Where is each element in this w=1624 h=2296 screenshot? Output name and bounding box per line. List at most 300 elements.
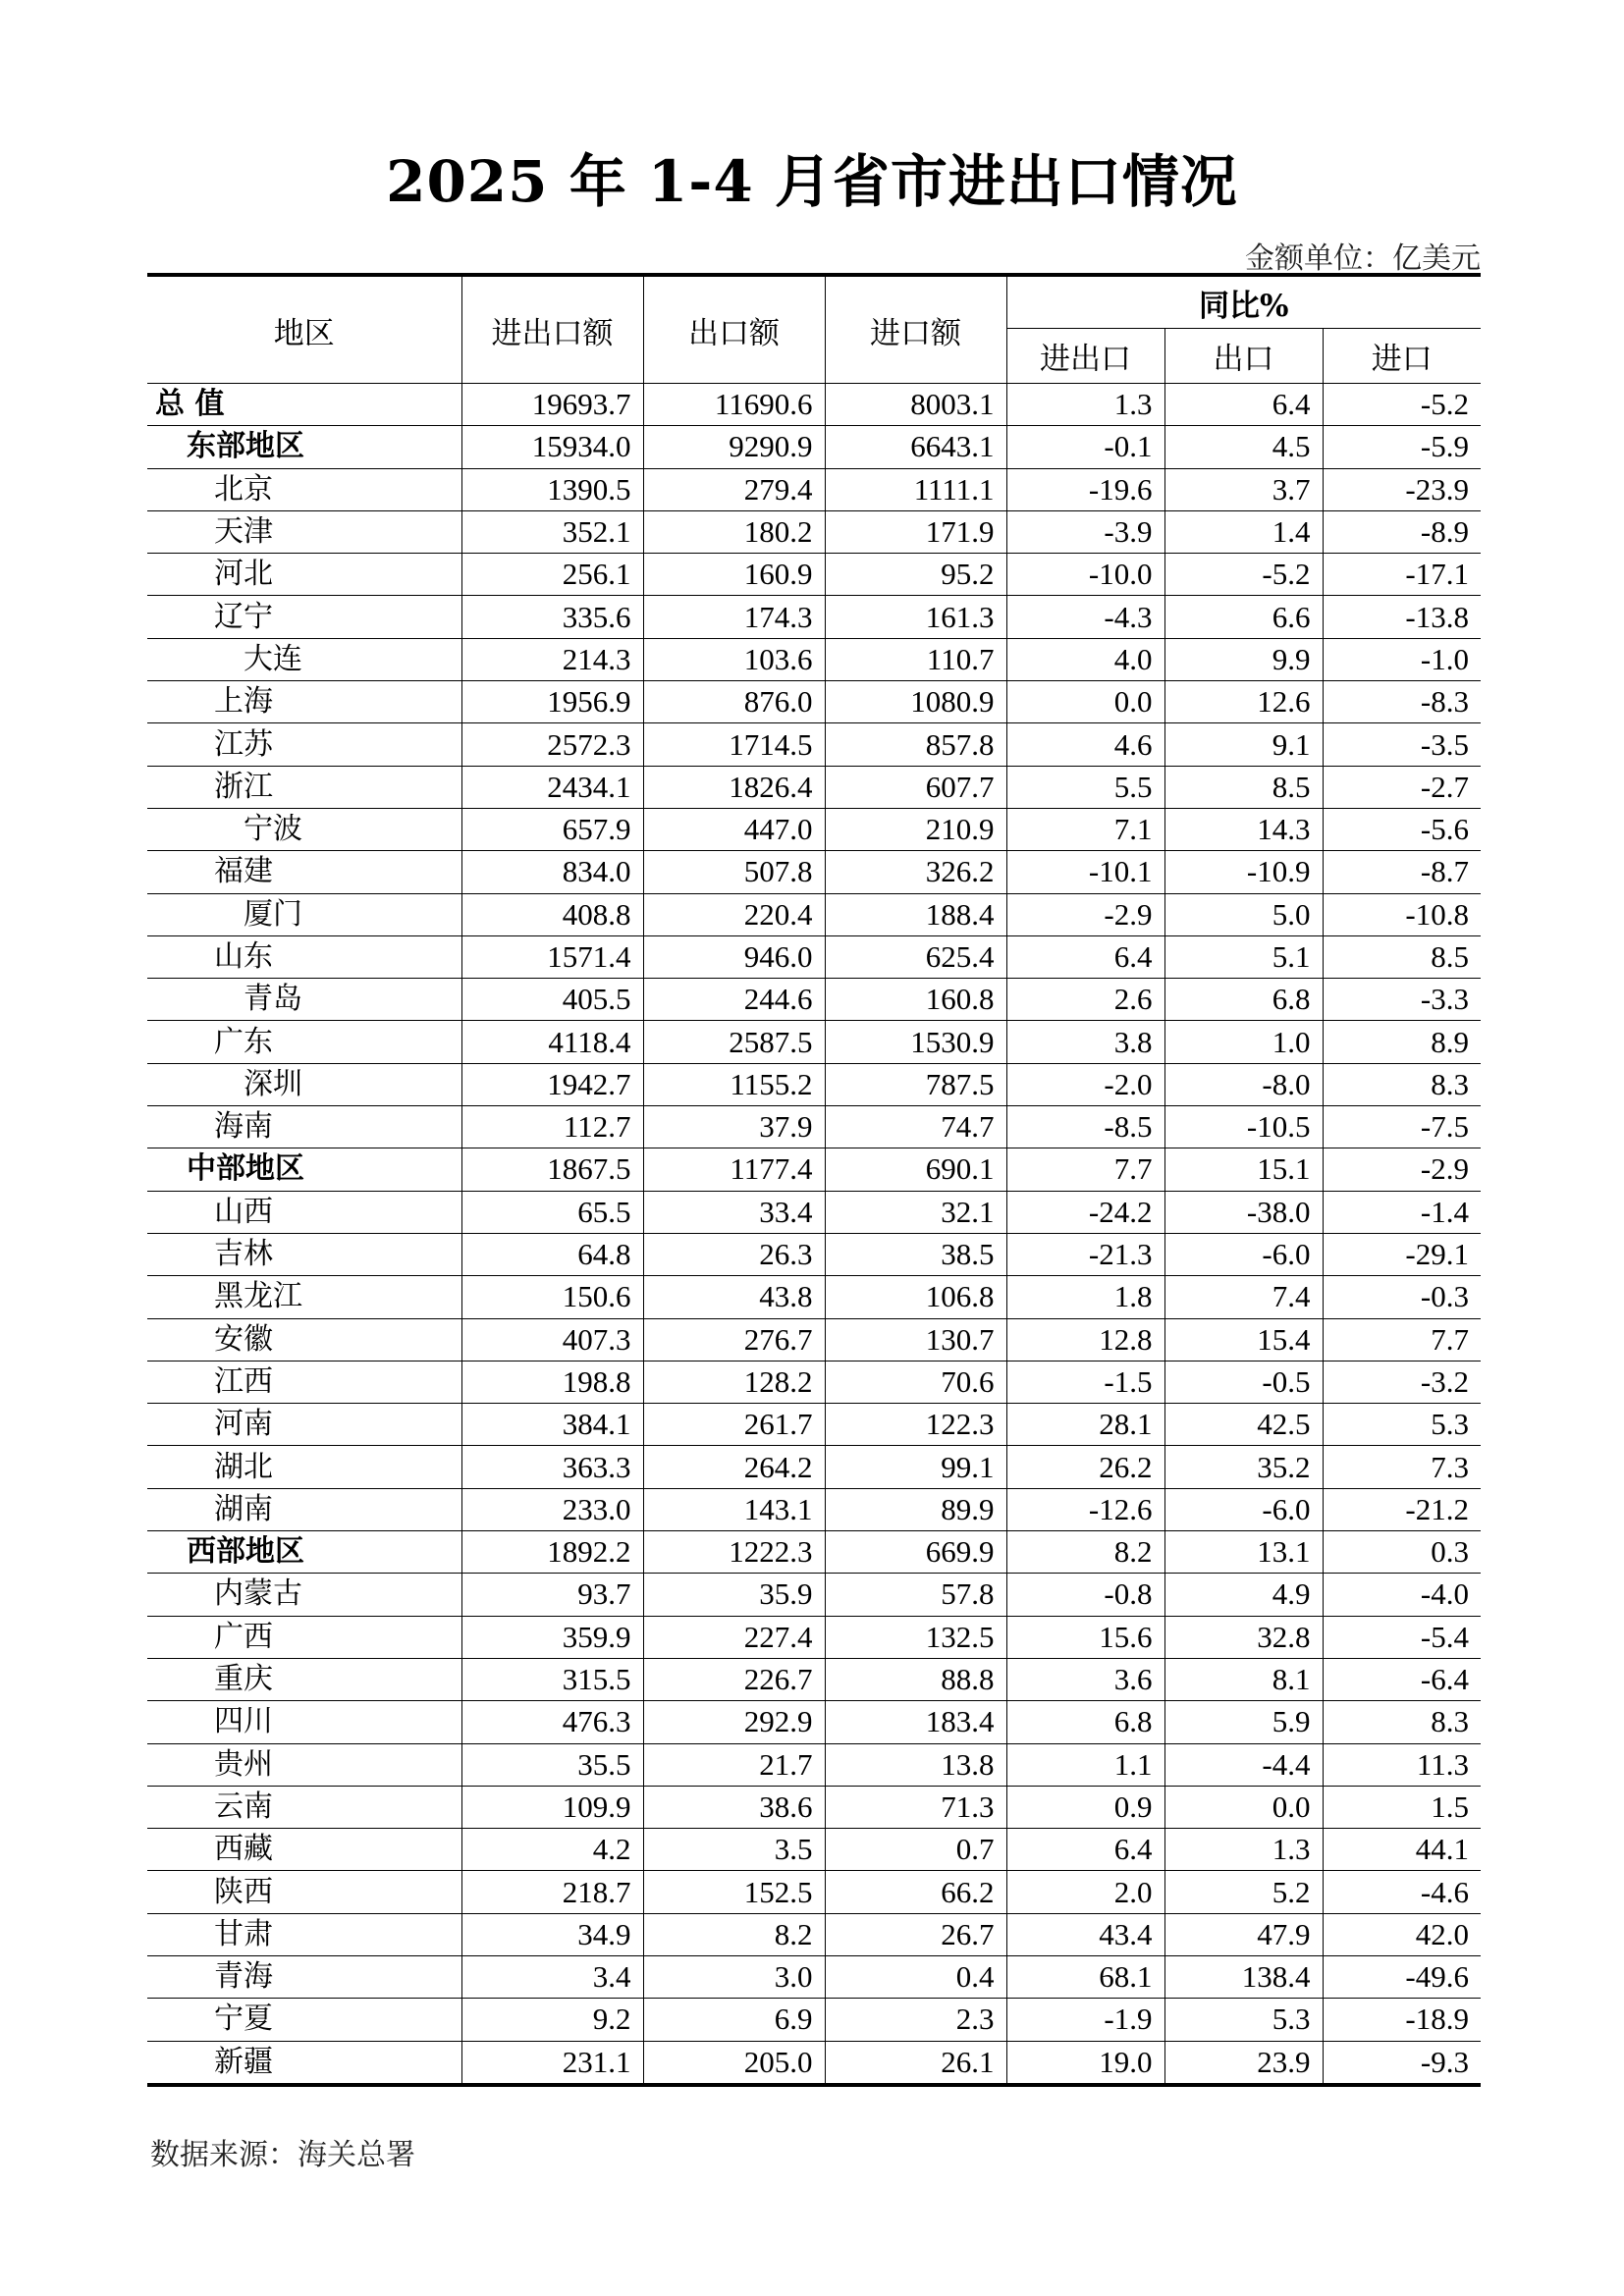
cell-import: 66.2: [825, 1871, 1006, 1913]
cell-yoy-total: 6.4: [1006, 1829, 1164, 1871]
table-row: [147, 1871, 1481, 1913]
table-row: [147, 979, 1481, 1021]
table-row: [147, 766, 1481, 808]
cell-export: 3.0: [643, 1955, 825, 1998]
cell-total: 335.6: [461, 596, 643, 638]
cell-export: 1826.4: [643, 766, 825, 808]
cell-import: 690.1: [825, 1148, 1006, 1191]
cell-total: 384.1: [461, 1404, 643, 1446]
cell-yoy-import: -3.3: [1323, 979, 1481, 1021]
cell-yoy-export: 13.1: [1164, 1531, 1323, 1574]
cell-yoy-export: 14.3: [1164, 808, 1323, 850]
table-row: [147, 1658, 1481, 1700]
table-row: [147, 1999, 1481, 2041]
cell-export: 276.7: [643, 1318, 825, 1361]
cell-yoy-export: 138.4: [1164, 1955, 1323, 1998]
region-name: 海南: [147, 1106, 461, 1148]
region-name: 广西: [147, 1616, 461, 1658]
cell-yoy-total: 3.6: [1006, 1658, 1164, 1700]
cell-yoy-export: 23.9: [1164, 2041, 1323, 2085]
cell-yoy-import: 7.3: [1323, 1446, 1481, 1488]
cell-yoy-import: 7.7: [1323, 1318, 1481, 1361]
cell-yoy-total: 7.7: [1006, 1148, 1164, 1191]
cell-import: 106.8: [825, 1276, 1006, 1318]
source-note: 数据来源：海关总署: [150, 2138, 415, 2172]
cell-export: 9290.9: [643, 426, 825, 468]
cell-total: 1571.4: [461, 935, 643, 978]
cell-export: 38.6: [643, 1786, 825, 1828]
region-name: 江苏: [147, 723, 461, 766]
table-row: [147, 1021, 1481, 1063]
region-name: 河北: [147, 554, 461, 596]
cell-import: 326.2: [825, 851, 1006, 893]
cell-yoy-import: 8.5: [1323, 935, 1481, 978]
cell-yoy-total: -1.5: [1006, 1361, 1164, 1403]
cell-total: 256.1: [461, 554, 643, 596]
cell-yoy-export: 35.2: [1164, 1446, 1323, 1488]
cell-import: 8003.1: [825, 384, 1006, 426]
cell-yoy-total: 19.0: [1006, 2041, 1164, 2085]
header-yoy-import: 进口: [1323, 329, 1481, 384]
cell-total: 65.5: [461, 1191, 643, 1233]
cell-import: 183.4: [825, 1701, 1006, 1743]
cell-yoy-export: 6.6: [1164, 596, 1323, 638]
cell-total: 359.9: [461, 1616, 643, 1658]
cell-yoy-import: 11.3: [1323, 1743, 1481, 1786]
cell-yoy-import: -5.4: [1323, 1616, 1481, 1658]
cell-yoy-export: -8.0: [1164, 1063, 1323, 1105]
cell-yoy-export: -6.0: [1164, 1233, 1323, 1275]
cell-export: 6.9: [643, 1999, 825, 2041]
cell-import: 88.8: [825, 1658, 1006, 1700]
region-name: 重庆: [147, 1658, 461, 1700]
region-name: 宁波: [147, 808, 461, 850]
cell-total: 231.1: [461, 2041, 643, 2085]
cell-import: 95.2: [825, 554, 1006, 596]
table-row: [147, 2041, 1481, 2085]
cell-import: 625.4: [825, 935, 1006, 978]
cell-export: 244.6: [643, 979, 825, 1021]
cell-export: 227.4: [643, 1616, 825, 1658]
table-body: [147, 384, 1481, 2085]
region-name: 宁夏: [147, 1999, 461, 2041]
table-row: [147, 1276, 1481, 1318]
cell-yoy-import: -13.8: [1323, 596, 1481, 638]
cell-yoy-import: -4.6: [1323, 1871, 1481, 1913]
cell-total: 407.3: [461, 1318, 643, 1361]
region-name: 总 值: [147, 384, 461, 426]
region-name: 贵州: [147, 1743, 461, 1786]
cell-import: 2.3: [825, 1999, 1006, 2041]
cell-export: 1155.2: [643, 1063, 825, 1105]
cell-import: 787.5: [825, 1063, 1006, 1105]
cell-yoy-total: -0.8: [1006, 1574, 1164, 1616]
cell-yoy-import: 0.3: [1323, 1531, 1481, 1574]
region-name: 新疆: [147, 2041, 461, 2085]
cell-total: 834.0: [461, 851, 643, 893]
cell-yoy-import: -8.9: [1323, 510, 1481, 553]
region-name: 浙江: [147, 766, 461, 808]
cell-yoy-total: 3.8: [1006, 1021, 1164, 1063]
table-row: [147, 808, 1481, 850]
cell-export: 226.7: [643, 1658, 825, 1700]
cell-yoy-total: 1.8: [1006, 1276, 1164, 1318]
table-row: [147, 510, 1481, 553]
table-row: [147, 1148, 1481, 1191]
cell-total: 2572.3: [461, 723, 643, 766]
unit-note: 金额单位：亿美元: [1245, 241, 1481, 276]
cell-yoy-export: 3.7: [1164, 468, 1323, 510]
cell-yoy-total: -1.9: [1006, 1999, 1164, 2041]
cell-yoy-export: 0.0: [1164, 1786, 1323, 1828]
table-row: [147, 1574, 1481, 1616]
cell-yoy-export: -5.2: [1164, 554, 1323, 596]
cell-import: 1111.1: [825, 468, 1006, 510]
cell-yoy-import: -2.7: [1323, 766, 1481, 808]
table-row: [147, 426, 1481, 468]
table-row: [147, 681, 1481, 723]
cell-yoy-total: 8.2: [1006, 1531, 1164, 1574]
cell-yoy-total: -10.0: [1006, 554, 1164, 596]
cell-yoy-total: -3.9: [1006, 510, 1164, 553]
region-name: 甘肃: [147, 1913, 461, 1955]
cell-import: 0.7: [825, 1829, 1006, 1871]
table-row: [147, 1318, 1481, 1361]
region-name: 四川: [147, 1701, 461, 1743]
cell-total: 363.3: [461, 1446, 643, 1488]
cell-export: 26.3: [643, 1233, 825, 1275]
region-name: 云南: [147, 1786, 461, 1828]
cell-yoy-total: 2.6: [1006, 979, 1164, 1021]
cell-yoy-total: -10.1: [1006, 851, 1164, 893]
cell-import: 1530.9: [825, 1021, 1006, 1063]
header-yoy-group: 同比%: [1006, 275, 1481, 329]
cell-export: 1714.5: [643, 723, 825, 766]
cell-yoy-import: 8.3: [1323, 1701, 1481, 1743]
cell-export: 261.7: [643, 1404, 825, 1446]
table-row: [147, 1743, 1481, 1786]
cell-import: 171.9: [825, 510, 1006, 553]
cell-yoy-import: 8.9: [1323, 1021, 1481, 1063]
region-name: 青海: [147, 1955, 461, 1998]
cell-total: 35.5: [461, 1743, 643, 1786]
cell-total: 4118.4: [461, 1021, 643, 1063]
cell-yoy-import: -5.2: [1323, 384, 1481, 426]
header-import: 进口额: [825, 275, 1006, 384]
cell-import: 57.8: [825, 1574, 1006, 1616]
cell-total: 657.9: [461, 808, 643, 850]
cell-export: 35.9: [643, 1574, 825, 1616]
cell-total: 352.1: [461, 510, 643, 553]
cell-export: 21.7: [643, 1743, 825, 1786]
cell-import: 26.1: [825, 2041, 1006, 2085]
cell-yoy-export: 8.1: [1164, 1658, 1323, 1700]
table-row: [147, 935, 1481, 978]
region-name: 天津: [147, 510, 461, 553]
cell-yoy-export: 6.8: [1164, 979, 1323, 1021]
cell-export: 264.2: [643, 1446, 825, 1488]
header-yoy-export: 出口: [1164, 329, 1323, 384]
cell-yoy-total: -4.3: [1006, 596, 1164, 638]
region-name: 福建: [147, 851, 461, 893]
cell-total: 112.7: [461, 1106, 643, 1148]
cell-import: 607.7: [825, 766, 1006, 808]
region-name: 黑龙江: [147, 1276, 461, 1318]
cell-yoy-import: -0.3: [1323, 1276, 1481, 1318]
cell-yoy-export: -6.0: [1164, 1488, 1323, 1530]
region-name: 厦门: [147, 893, 461, 935]
cell-total: 9.2: [461, 1999, 643, 2041]
region-name: 湖北: [147, 1446, 461, 1488]
table-row: [147, 1488, 1481, 1530]
cell-total: 2434.1: [461, 766, 643, 808]
table-row: [147, 723, 1481, 766]
region-name: 江西: [147, 1361, 461, 1403]
cell-import: 669.9: [825, 1531, 1006, 1574]
cell-yoy-export: -38.0: [1164, 1191, 1323, 1233]
cell-yoy-total: -21.3: [1006, 1233, 1164, 1275]
table-row: [147, 851, 1481, 893]
cell-yoy-export: 15.4: [1164, 1318, 1323, 1361]
cell-export: 152.5: [643, 1871, 825, 1913]
region-name: 湖南: [147, 1488, 461, 1530]
cell-yoy-import: -10.8: [1323, 893, 1481, 935]
table-row: [147, 1063, 1481, 1105]
cell-yoy-total: -2.0: [1006, 1063, 1164, 1105]
cell-yoy-import: -23.9: [1323, 468, 1481, 510]
cell-yoy-export: 5.9: [1164, 1701, 1323, 1743]
cell-export: 2587.5: [643, 1021, 825, 1063]
table-row: [147, 1191, 1481, 1233]
header-region: 地区: [147, 275, 461, 384]
region-name: 中部地区: [147, 1148, 461, 1191]
cell-import: 857.8: [825, 723, 1006, 766]
table-row: [147, 1913, 1481, 1955]
cell-yoy-total: 6.8: [1006, 1701, 1164, 1743]
cell-import: 110.7: [825, 638, 1006, 680]
cell-export: 876.0: [643, 681, 825, 723]
cell-yoy-total: 26.2: [1006, 1446, 1164, 1488]
cell-yoy-export: 5.3: [1164, 1999, 1323, 2041]
cell-import: 1080.9: [825, 681, 1006, 723]
cell-yoy-import: -4.0: [1323, 1574, 1481, 1616]
cell-total: 150.6: [461, 1276, 643, 1318]
cell-yoy-total: 1.1: [1006, 1743, 1164, 1786]
cell-export: 447.0: [643, 808, 825, 850]
cell-import: 74.7: [825, 1106, 1006, 1148]
table-row: [147, 1616, 1481, 1658]
cell-yoy-export: 12.6: [1164, 681, 1323, 723]
cell-yoy-import: -1.0: [1323, 638, 1481, 680]
cell-total: 1390.5: [461, 468, 643, 510]
cell-import: 99.1: [825, 1446, 1006, 1488]
region-name: 北京: [147, 468, 461, 510]
table-row: [147, 1361, 1481, 1403]
region-name: 辽宁: [147, 596, 461, 638]
table-row: [147, 1701, 1481, 1743]
cell-yoy-total: -24.2: [1006, 1191, 1164, 1233]
region-name: 安徽: [147, 1318, 461, 1361]
cell-total: 476.3: [461, 1701, 643, 1743]
cell-export: 180.2: [643, 510, 825, 553]
region-name: 上海: [147, 681, 461, 723]
cell-yoy-export: 32.8: [1164, 1616, 1323, 1658]
region-name: 吉林: [147, 1233, 461, 1275]
cell-yoy-export: 47.9: [1164, 1913, 1323, 1955]
cell-yoy-export: 5.1: [1164, 935, 1323, 978]
cell-yoy-export: 15.1: [1164, 1148, 1323, 1191]
table-row: [147, 893, 1481, 935]
cell-yoy-import: 42.0: [1323, 1913, 1481, 1955]
cell-total: 1942.7: [461, 1063, 643, 1105]
table-row: [147, 1786, 1481, 1828]
table-row: [147, 384, 1481, 426]
table-row: [147, 1106, 1481, 1148]
cell-export: 37.9: [643, 1106, 825, 1148]
cell-total: 19693.7: [461, 384, 643, 426]
region-name: 山西: [147, 1191, 461, 1233]
cell-import: 6643.1: [825, 426, 1006, 468]
cell-yoy-export: 1.3: [1164, 1829, 1323, 1871]
cell-import: 32.1: [825, 1191, 1006, 1233]
cell-yoy-export: 1.4: [1164, 510, 1323, 553]
cell-total: 198.8: [461, 1361, 643, 1403]
table-row: [147, 1829, 1481, 1871]
region-name: 河南: [147, 1404, 461, 1446]
cell-yoy-export: -4.4: [1164, 1743, 1323, 1786]
cell-yoy-total: -19.6: [1006, 468, 1164, 510]
header-total: 进出口额: [461, 275, 643, 384]
cell-yoy-export: 9.9: [1164, 638, 1323, 680]
cell-yoy-export: 7.4: [1164, 1276, 1323, 1318]
cell-yoy-import: -5.6: [1323, 808, 1481, 850]
region-name: 深圳: [147, 1063, 461, 1105]
cell-total: 3.4: [461, 1955, 643, 1998]
cell-yoy-export: -10.9: [1164, 851, 1323, 893]
cell-export: 143.1: [643, 1488, 825, 1530]
cell-import: 89.9: [825, 1488, 1006, 1530]
cell-yoy-import: 8.3: [1323, 1063, 1481, 1105]
cell-export: 8.2: [643, 1913, 825, 1955]
cell-export: 946.0: [643, 935, 825, 978]
cell-import: 38.5: [825, 1233, 1006, 1275]
cell-total: 315.5: [461, 1658, 643, 1700]
cell-total: 1867.5: [461, 1148, 643, 1191]
cell-yoy-export: 9.1: [1164, 723, 1323, 766]
cell-yoy-total: 0.9: [1006, 1786, 1164, 1828]
cell-yoy-total: 28.1: [1006, 1404, 1164, 1446]
cell-import: 71.3: [825, 1786, 1006, 1828]
table-row: [147, 1531, 1481, 1574]
cell-total: 34.9: [461, 1913, 643, 1955]
cell-import: 130.7: [825, 1318, 1006, 1361]
cell-export: 128.2: [643, 1361, 825, 1403]
cell-total: 1956.9: [461, 681, 643, 723]
cell-export: 160.9: [643, 554, 825, 596]
cell-yoy-import: -5.9: [1323, 426, 1481, 468]
cell-import: 161.3: [825, 596, 1006, 638]
cell-yoy-total: 0.0: [1006, 681, 1164, 723]
table-row: [147, 638, 1481, 680]
cell-yoy-total: 5.5: [1006, 766, 1164, 808]
table-row: [147, 1233, 1481, 1275]
table-row: [147, 596, 1481, 638]
cell-import: 188.4: [825, 893, 1006, 935]
cell-yoy-total: 4.0: [1006, 638, 1164, 680]
cell-export: 507.8: [643, 851, 825, 893]
cell-yoy-export: 5.2: [1164, 1871, 1323, 1913]
page-title: 2025 年 1-4 月省市进出口情况: [386, 148, 1238, 215]
cell-yoy-total: 68.1: [1006, 1955, 1164, 1998]
cell-yoy-export: 6.4: [1164, 384, 1323, 426]
cell-yoy-total: 43.4: [1006, 1913, 1164, 1955]
cell-yoy-export: -10.5: [1164, 1106, 1323, 1148]
cell-total: 93.7: [461, 1574, 643, 1616]
cell-yoy-import: 1.5: [1323, 1786, 1481, 1828]
cell-yoy-import: -8.7: [1323, 851, 1481, 893]
cell-yoy-total: -0.1: [1006, 426, 1164, 468]
cell-export: 205.0: [643, 2041, 825, 2085]
cell-total: 4.2: [461, 1829, 643, 1871]
table-row: [147, 1404, 1481, 1446]
cell-yoy-import: -8.3: [1323, 681, 1481, 723]
cell-export: 3.5: [643, 1829, 825, 1871]
table-row: [147, 554, 1481, 596]
region-name: 山东: [147, 935, 461, 978]
cell-export: 103.6: [643, 638, 825, 680]
cell-import: 132.5: [825, 1616, 1006, 1658]
cell-yoy-total: 2.0: [1006, 1871, 1164, 1913]
trade-table: [147, 273, 1481, 2087]
cell-yoy-export: 1.0: [1164, 1021, 1323, 1063]
cell-yoy-import: -21.2: [1323, 1488, 1481, 1530]
cell-yoy-total: 1.3: [1006, 384, 1164, 426]
cell-import: 26.7: [825, 1913, 1006, 1955]
region-name: 西藏: [147, 1829, 461, 1871]
region-name: 陕西: [147, 1871, 461, 1913]
cell-import: 13.8: [825, 1743, 1006, 1786]
cell-total: 218.7: [461, 1871, 643, 1913]
cell-import: 0.4: [825, 1955, 1006, 1998]
cell-export: 279.4: [643, 468, 825, 510]
cell-yoy-export: 4.9: [1164, 1574, 1323, 1616]
cell-total: 109.9: [461, 1786, 643, 1828]
cell-yoy-export: 42.5: [1164, 1404, 1323, 1446]
cell-export: 174.3: [643, 596, 825, 638]
cell-yoy-import: 44.1: [1323, 1829, 1481, 1871]
cell-yoy-import: 5.3: [1323, 1404, 1481, 1446]
header-yoy-total: 进出口: [1006, 329, 1164, 384]
cell-total: 408.8: [461, 893, 643, 935]
cell-yoy-total: 7.1: [1006, 808, 1164, 850]
cell-yoy-export: 5.0: [1164, 893, 1323, 935]
cell-yoy-import: -3.2: [1323, 1361, 1481, 1403]
cell-yoy-total: 6.4: [1006, 935, 1164, 978]
cell-import: 70.6: [825, 1361, 1006, 1403]
cell-yoy-import: -18.9: [1323, 1999, 1481, 2041]
cell-export: 11690.6: [643, 384, 825, 426]
table-row: [147, 1955, 1481, 1998]
cell-yoy-import: -7.5: [1323, 1106, 1481, 1148]
cell-import: 210.9: [825, 808, 1006, 850]
region-name: 大连: [147, 638, 461, 680]
cell-yoy-total: 15.6: [1006, 1616, 1164, 1658]
header-export: 出口额: [643, 275, 825, 384]
cell-yoy-total: -2.9: [1006, 893, 1164, 935]
cell-total: 15934.0: [461, 426, 643, 468]
cell-yoy-export: -0.5: [1164, 1361, 1323, 1403]
cell-export: 43.8: [643, 1276, 825, 1318]
